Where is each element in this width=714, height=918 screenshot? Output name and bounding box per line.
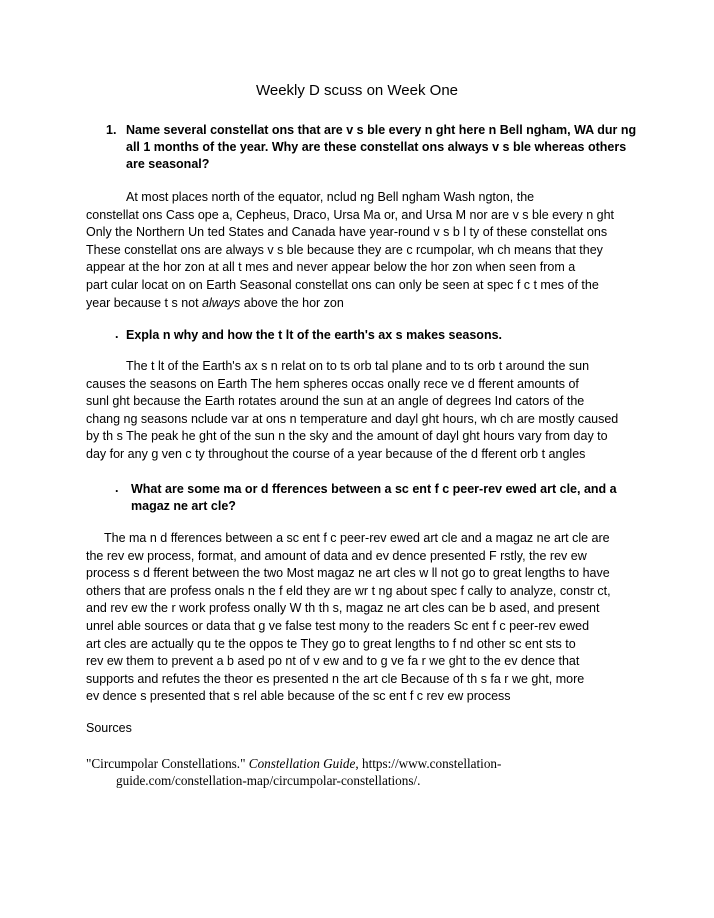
answer-3-line: and rev ew the r work profess onally W th th s, magaz ne art cles can be b ased, and present (86, 601, 600, 616)
question-1-line: are seasonal? (126, 157, 210, 171)
question-1-line: all 1 months of the year. Why are these constellat ons always v s ble whereas others (126, 140, 627, 154)
question-2-number: . (115, 327, 119, 341)
answer-2-line: causes the seasons on Earth The hem spheres occas onally rece ve d fferent amounts of (86, 376, 579, 391)
citation-url-part: , https://www.constellation- (355, 756, 502, 771)
answer-3-line: process s d fferent between the two Most magaz ne art cles w ll not go to great lengths to have (86, 566, 610, 581)
question-3-line: What are some ma or d fferences between a sc ent f c peer-rev ewed art cle, and a (131, 482, 617, 496)
answer-2 (86, 358, 646, 464)
answer-3-line: The ma n d fferences between a sc ent f c peer-rev ewed art cle and a magaz ne art cle are (104, 531, 610, 545)
citation-site: Constellation Guide (248, 756, 356, 771)
answer-2-line: day for any g ven c ty throughout the course of a year because of the d fferent orb t angles (86, 446, 586, 461)
answer-3-line: supports and refutes the theor es presented n the art cle Because of th s fa r we ght, more (86, 671, 585, 686)
question-3-line: magaz ne art cle? (131, 499, 236, 513)
answer-1-line: Only the Northern Un ted States and Canada have year-round v s b l ty of these constellat ons (86, 225, 608, 240)
answer-3-line: rev ew them to prevent a b ased po nt of v ew and to g ve fa r we ght to the ev dence that (86, 654, 580, 669)
answer-1-line: At most places north of the equator, nclud ng Bell ngham Wash ngton, the (126, 190, 535, 204)
sources-heading: Sources (86, 721, 132, 735)
question-1-number: 1. (106, 123, 117, 137)
page-title: Weekly D scuss on Week One (255, 82, 459, 99)
answer-3-line: unrel able sources or data that g ve false test mony to the readers Sc ent f c peer-rev ewed (86, 618, 590, 633)
answer-2-line: by th s The peak he ght of the sun n the sky and the amount of dayl ght hours vary from day to (86, 429, 608, 444)
answer-3-line: ev dence s presented that s rel able because of the sc ent f c rev ew process (86, 689, 511, 704)
answer-1-line: appear at the hor zon at all t mes and never appear below the hor zon when seen from a (86, 260, 576, 275)
answer-1-line: constellat ons Cass ope a, Cepheus, Draco, Ursa Ma or, and Ursa M nor are v s ble every n ght (86, 207, 615, 222)
answer-1-line: part cular locat on on Earth Seasonal constellat ons can only be seen at spec f c t mes of the (86, 277, 599, 292)
answer-3-line: others that are profess onals n the f eld they are wr t ng about spec f cally to analyze, constr ct, (86, 583, 611, 598)
citation-title: "Circumpolar Constellations." (86, 756, 249, 771)
answer-2-line: The t lt of the Earth's ax s n relat on to ts orb tal plane and to ts orb t around the sun (126, 359, 590, 373)
citation-url-continued: guide.com/constellation-map/circumpolar-constellations/. (116, 773, 421, 788)
answer-1 (86, 189, 646, 312)
citation (86, 755, 556, 789)
question-1 (126, 122, 636, 173)
question-2 (126, 327, 502, 344)
answer-3-line: art cles are actually qu te the oppos te They go to great lengths to f nd other sc ent sts to (86, 636, 576, 651)
emphasis: always (202, 295, 241, 310)
question-1-line: Name several constellat ons that are v s ble every n ght here n Bell ngham, WA dur ng (126, 123, 637, 137)
answer-3-line: the rev ew process, format, and amount of data and ev dence presented F rstly, the rev ew (86, 548, 587, 563)
answer-2-line: sunl ght because the Earth rotates around the sun at an angle of degrees Ind cators of the (86, 394, 585, 409)
answer-1-last-line: year because t s not always above the hor zon (86, 295, 344, 310)
answer-3 (86, 530, 656, 706)
question-3 (131, 481, 617, 515)
answer-2-line: chang ng seasons nclude var at ons n temperature and dayl ght hours, wh ch are mostly caused (86, 411, 619, 426)
question-2-line: Expla n why and how the t lt of the earth's ax s makes seasons. (126, 328, 503, 342)
answer-1-line: These constellat ons are always v s ble because they are c rcumpolar, wh ch means that they (86, 242, 603, 257)
question-3-number: . (115, 481, 119, 495)
